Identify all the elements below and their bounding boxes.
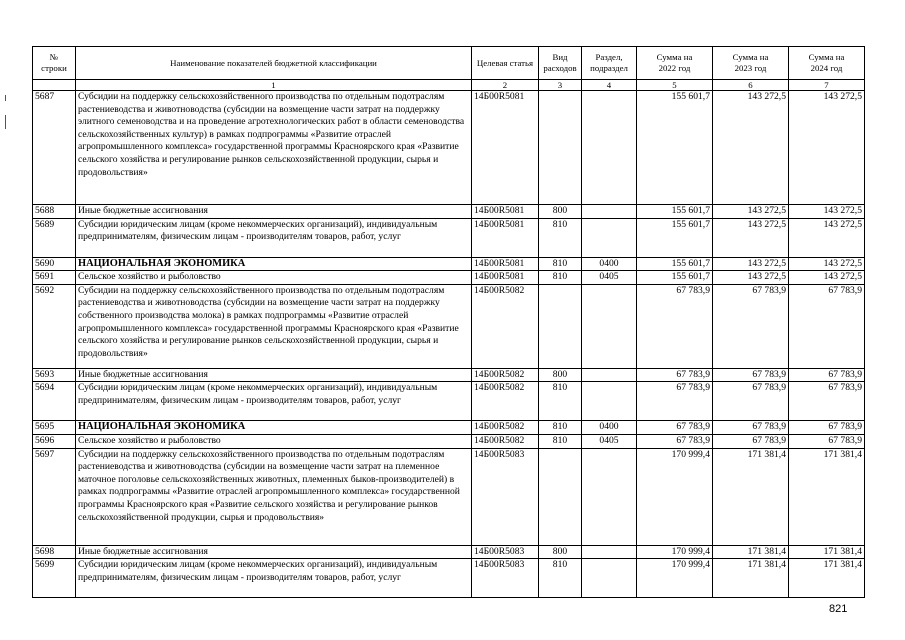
col-number: 4 [582,80,637,91]
row-number-cell: 5696 [33,434,76,448]
sum-2023-cell: 67 783,9 [713,284,789,368]
header-sum-2022: Сумма на 2022 год [637,47,713,80]
expense-type-cell: 810 [539,218,582,257]
sum-2024-cell: 67 783,9 [789,421,865,435]
section-cell: 0405 [582,434,637,448]
sum-2022-cell: 67 783,9 [637,382,713,421]
sum-2023-cell: 143 272,5 [713,257,789,271]
table-row [33,382,865,421]
page-number: 821 [829,603,848,615]
table-row [33,91,865,205]
table-header-row [33,47,865,80]
section-cell: 0405 [582,271,637,285]
row-text-cell: Сельское хозяйство и рыболовство [76,271,472,285]
section-cell [582,205,637,219]
section-cell [582,382,637,421]
section-cell [582,559,637,598]
target-code-cell: 14Б00R5082 [472,284,539,368]
budget-table [32,46,865,598]
expense-type-cell: 810 [539,421,582,435]
row-number-cell: 5692 [33,284,76,368]
sum-2024-cell: 143 272,5 [789,205,865,219]
header-sum-2024: Сумма на 2024 год [789,47,865,80]
table-row [33,448,865,545]
row-number-cell: 5698 [33,545,76,559]
table-row [33,205,865,219]
table-row [33,271,865,285]
expense-type-cell: 800 [539,368,582,382]
sum-2024-cell: 143 272,5 [789,271,865,285]
expense-type-cell: 810 [539,434,582,448]
section-cell [582,368,637,382]
col-number: 5 [637,80,713,91]
row-number-cell: 5689 [33,218,76,257]
table-row [33,559,865,598]
row-number-cell: 5688 [33,205,76,219]
row-number-cell: 5699 [33,559,76,598]
expense-type-cell [539,284,582,368]
row-text-cell: Субсидии юридическим лицам (кроме некоммерческих организаций), индивидуальным предпринимателям, физическим лицам - производителям товаров, работ, услуг [76,218,472,257]
sum-2022-cell: 155 601,7 [637,271,713,285]
col-number: 3 [539,80,582,91]
margin-mark-top [5,95,6,101]
row-text-cell: Субсидии на поддержку сельскохозяйственного производства по отдельным подотраслям растениеводства и животноводства (субсидии на возмещение части затрат на поддержку собственного производства молока) в рамках подпрограммы «Развитие отраслей агропромышленного комплекса» государственной программы Красноярского края «Развитие сельского хозяйства и регулирование рынков сельскохозяйственной продукции, сырья и продовольствия» [76,284,472,368]
header-target: Целевая статья [472,47,539,80]
row-text-cell: Иные бюджетные ассигнования [76,368,472,382]
sum-2023-cell: 67 783,9 [713,421,789,435]
row-text-cell: Иные бюджетные ассигнования [76,545,472,559]
target-code-cell: 14Б00R5082 [472,421,539,435]
expense-type-cell: 810 [539,271,582,285]
sum-2023-cell: 171 381,4 [713,559,789,598]
sum-2022-cell: 67 783,9 [637,421,713,435]
expense-type-cell: 800 [539,545,582,559]
expense-type-cell [539,448,582,545]
sum-2024-cell: 143 272,5 [789,257,865,271]
section-cell [582,448,637,545]
sum-2022-cell: 67 783,9 [637,434,713,448]
target-code-cell: 14Б00R5082 [472,368,539,382]
table-row [33,257,865,271]
table-row [33,421,865,435]
target-code-cell: 14Б00R5081 [472,257,539,271]
section-cell [582,218,637,257]
row-text-cell: Сельское хозяйство и рыболовство [76,434,472,448]
header-type: Вид расходов [539,47,582,80]
sum-2022-cell: 170 999,4 [637,559,713,598]
row-text-cell: Иные бюджетные ассигнования [76,205,472,219]
table-row [33,434,865,448]
sum-2022-cell: 155 601,7 [637,91,713,205]
target-code-cell: 14Б00R5081 [472,205,539,219]
table-body [33,91,865,598]
sum-2022-cell: 170 999,4 [637,448,713,545]
sum-2024-cell: 67 783,9 [789,434,865,448]
header-section: Раздел, подраздел [582,47,637,80]
row-number-cell: 5695 [33,421,76,435]
header-sum-2023: Сумма на 2023 год [713,47,789,80]
target-code-cell: 14Б00R5081 [472,91,539,205]
expense-type-cell: 800 [539,205,582,219]
col-number: 7 [789,80,865,91]
row-text-cell: Субсидии юридическим лицам (кроме некоммерческих организаций), индивидуальным предпринимателям, физическим лицам - производителям товаров, работ, услуг [76,382,472,421]
row-text-cell: Субсидии на поддержку сельскохозяйственного производства по отдельным подотраслям растениеводства и животноводства (субсидии на возмещение части затрат на племенное маточное поголовье сельскохозяйственных животных, племенных быков-производителей) в рамках подпрограммы «Развитие отраслей агропромышленного комплекса» государственной программы Красноярского края «Развитие сельского хозяйства и регулирование рынков сельскохозяйственной продукции, сырья и продовольствия» [76,448,472,545]
sum-2022-cell: 155 601,7 [637,218,713,257]
sum-2022-cell: 170 999,4 [637,545,713,559]
column-number-row [33,80,865,91]
row-text-cell: Субсидии юридическим лицам (кроме некоммерческих организаций), индивидуальным предпринимателям, физическим лицам - производителям товаров, работ, услуг [76,559,472,598]
target-code-cell: 14Б00R5083 [472,448,539,545]
sum-2023-cell: 171 381,4 [713,448,789,545]
sum-2024-cell: 171 381,4 [789,559,865,598]
sum-2024-cell: 67 783,9 [789,368,865,382]
sum-2024-cell: 143 272,5 [789,218,865,257]
col-number: 6 [713,80,789,91]
sum-2023-cell: 143 272,5 [713,91,789,205]
section-cell [582,284,637,368]
col-number: 2 [472,80,539,91]
sum-2022-cell: 155 601,7 [637,205,713,219]
col-number: 1 [76,80,472,91]
header-row-no: № строки [33,47,76,80]
header-name: Наименование показателей бюджетной классификации [76,47,472,80]
section-cell [582,545,637,559]
expense-type-cell: 810 [539,559,582,598]
table-row [33,284,865,368]
section-cell: 0400 [582,421,637,435]
section-cell [582,91,637,205]
row-number-cell: 5697 [33,448,76,545]
row-number-cell: 5691 [33,271,76,285]
expense-type-cell: 810 [539,257,582,271]
sum-2023-cell: 171 381,4 [713,545,789,559]
expense-type-cell [539,91,582,205]
row-number-cell: 5694 [33,382,76,421]
sum-2023-cell: 67 783,9 [713,368,789,382]
sum-2022-cell: 67 783,9 [637,284,713,368]
table-row [33,218,865,257]
sum-2024-cell: 143 272,5 [789,91,865,205]
row-text-cell: НАЦИОНАЛЬНАЯ ЭКОНОМИКА [76,421,472,435]
target-code-cell: 14Б00R5082 [472,434,539,448]
sum-2023-cell: 143 272,5 [713,218,789,257]
row-number-cell: 5690 [33,257,76,271]
margin-mark-bottom [5,115,6,129]
sum-2023-cell: 67 783,9 [713,434,789,448]
sum-2022-cell: 67 783,9 [637,368,713,382]
sum-2024-cell: 171 381,4 [789,545,865,559]
sum-2023-cell: 67 783,9 [713,382,789,421]
target-code-cell: 14Б00R5083 [472,559,539,598]
section-cell: 0400 [582,257,637,271]
table-row [33,368,865,382]
row-text-cell: НАЦИОНАЛЬНАЯ ЭКОНОМИКА [76,257,472,271]
target-code-cell: 14Б00R5081 [472,271,539,285]
sum-2023-cell: 143 272,5 [713,271,789,285]
target-code-cell: 14Б00R5083 [472,545,539,559]
sum-2023-cell: 143 272,5 [713,205,789,219]
row-number-cell: 5687 [33,91,76,205]
sum-2024-cell: 67 783,9 [789,284,865,368]
target-code-cell: 14Б00R5082 [472,382,539,421]
sum-2022-cell: 155 601,7 [637,257,713,271]
expense-type-cell: 810 [539,382,582,421]
row-number-cell: 5693 [33,368,76,382]
table-row [33,545,865,559]
row-text-cell: Субсидии на поддержку сельскохозяйственного производства по отдельным подотраслям растениеводства и животноводства (субсидии на возмещение части затрат на поддержку элитного семеноводства и на проведение агротехнологических работ в области семеноводства сельскохозяйственных культур) в рамках подпрограммы «Развитие отраслей агропромышленного комплекса» государственной программы Красноярского края «Развитие сельского хозяйства и регулирование рынков сельскохозяйственной продукции, сырья и продовольствия» [76,91,472,205]
target-code-cell: 14Б00R5081 [472,218,539,257]
sum-2024-cell: 171 381,4 [789,448,865,545]
col-number [33,80,76,91]
sum-2024-cell: 67 783,9 [789,382,865,421]
